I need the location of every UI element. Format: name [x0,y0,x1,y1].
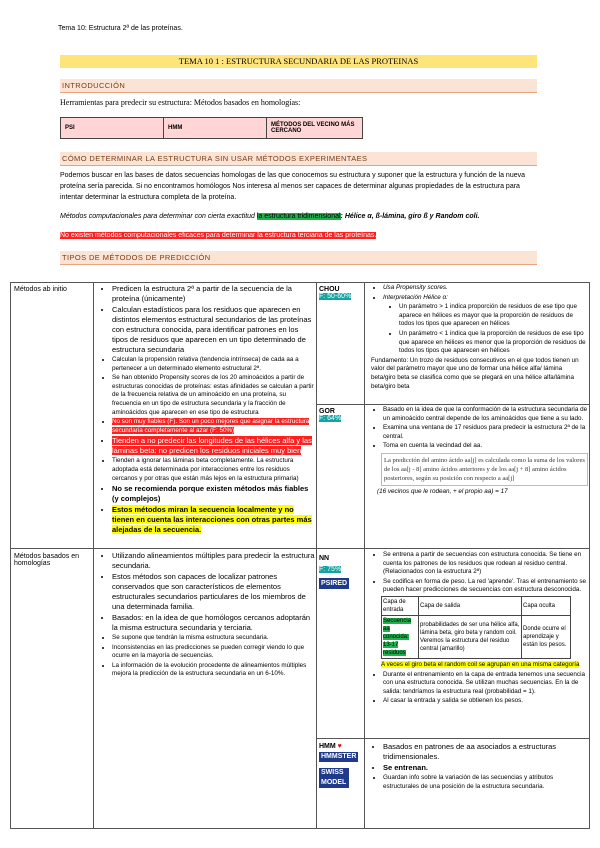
bullet: • No se recomienda porque existen métodos más fiables (y complejos) [112,484,315,504]
section-heading-intro: INTRODUCCIÓN [60,79,537,93]
hmm-label: HMM ♥ HMMSTER SWISS MODEL [319,743,357,786]
bullet: • Guardan info sobre la variación de las secuencias y atributos estructurales de una posición de la estructura secundaria. [383,774,588,791]
nn-head-output: Capa de salida [419,596,522,615]
bullet: • Estos métodos son capaces de localizar patrones conservados que son característicos de elementos estructurales secundarios particulares de los miembros de una determinada familia. [112,572,315,612]
bullet: • Utilizando alineamientos múltiples para predecir la estructura secundaria. [112,551,315,571]
gor-f-badge: F: 64% [319,415,342,422]
hmm-bullets [365,742,588,792]
bullet: • Examina una ventana de 17 residuos para predecir la estructura 2ª de la central. [383,424,588,441]
swiss-model-tag: SWISS MODEL [319,768,349,788]
bullet: • La información de la evolución procedente de alineamientos múltiples mejora la predicción de la estructura secundaria en un 6-10%. [112,662,315,679]
nn-cell-input: Secuencia aa conocida: 13-17 residuos [382,615,419,658]
bullet: • Basados en patrones de aa asociados a estructuras tridimensionales. [383,742,588,762]
paragraph-computational-c: : Hélice α, ß-lámina, giro ß y Random coli. [340,213,480,220]
nn-bullets [365,551,588,707]
bullet: • Se supone que tendrán la misma estructura secundaria. [112,634,315,643]
bullet: • Tienden a no predecir las longitudes de las hélices alfa y las láminas beta: no predicen los residuos iniciales muy bien [112,436,315,456]
nn-side-note: A veces el giro beta el random coil se agrupan en una misma categoría [381,660,580,668]
row-label-homology: Métodos basados en homologías [14,553,79,567]
row-label-ab-initio: Métodos ab initio [14,286,67,293]
document-title: TEMA 10 1 : ESTRUCTURA SECUNDARIA DE LAS PROTEINAS [60,55,537,68]
nn-layers-table [381,596,571,659]
bullet: • No son muy fiables (F). Son un poco mejores que asignar la estructura secundaria completamente al azar (F: 50%) [112,418,315,435]
hmmster-tag: HMMSTER [321,753,357,760]
section-heading-no-experimental: CÓMO DETERMINAR LA ESTRUCTURA SIN USAR MÉTODOS EXPERIMENTAES [60,152,537,166]
bullet: • Durante el entrenamiento en la capa de entrada tenemos una secuencia con una estructura conocida. Se utilizan muchas secuencias. En la de salida: tendríamos la estructura real (probabilidad = 1). [383,671,588,697]
bullet: • Inconsistencias en las predicciones se pueden corregir viendo lo que ocurre en la mayoría de secuencias. [112,644,315,661]
cell-psi: PSI [61,118,164,139]
sub-bullet: • Un parámetro < 1 indica que la proporción de residuos de ese tipo que aparece en hélices es menor que la proporción de residuos de todos los tipos que aparecen en hélices [399,330,588,356]
bullet: • Basado en la idea de que la conformación de la estructura secundaria de un aminoácido central depende de los aminoácidos que tiene a su lado. [383,406,588,423]
gor-label: GOR F: 64% [319,408,342,422]
highlight-3d: la estructura tridimensional [256,213,341,220]
homology-bullets [94,551,315,680]
chou-label: CHOU F: 50-60% [319,286,352,300]
paragraph-homologs: Podemos buscar en las bases de datos secuencias homologas de las que conocemos su estructura y suponer que la estructura y función de la nueva proteína sería parecida. Si no encontramos homólogos Nos interesa al menos ser capaces de determinar algunas propiedades de la estructura para intentar determinar la estructura completa de la proteína. [60,172,526,201]
chou-f-badge: F: 50-60% [319,293,352,300]
sub-bullet: • Un parámetro > 1 indica proporción de residuos de ese tipo que aparece en hélices es mayor que la proporción de residuos de todos los tipos que aparecen en hélices [399,303,588,329]
nn-label: NN F: 75% PSIRED [319,555,348,587]
nn-cell-output: probabilidades de ser una hélice alfa, lámina beta, giro beta y random coil. Veremos la estructura del residuo central (amarillo) [419,615,522,658]
bullet: • Calculan la propensión relativa (tendencia intrínseca) de cada aa a pertenecer a un determinado elemento estructural 2ª. [112,356,315,373]
bullet: • Se entrenan. [383,763,588,773]
gor-bullets [365,406,588,497]
homology-methods-table [60,117,363,139]
bullet: • Al casar la entrada y salida se obtienen los pesos. [383,697,588,706]
intro-line: Herramientas para predecir su estructura: Métodos basados en homologías: [60,98,301,107]
bullet: • Basados: en la idea de que homólogos cercanos adoptarán la misma estructura secundaria y terciaria. [112,613,315,633]
bullet: • Usa Propensity scores. [383,284,588,293]
bullet: • Estos métodos miran la secuencia localmente y no tienen en cuenta las interacciones con otras partes más alejadas de la secuencia. [112,505,315,535]
gor-quote: La predicción del amino ácido aa[j] es calculada como la suma de los valores de los aa[j - 8] amino ácidos anteriores y de los aa[j + 8] amino ácidos posteriores, según su posición con respecto a aa[j] [381,453,588,486]
gor-note: (16 vecinos que le rodean, + el propio aa) = 17 [377,487,508,495]
ab-initio-bullets [94,284,315,536]
bullet: • Se codifica en forma de peso. La red 'aprende'. Tras el entrenamiento se pueden hacer predicciones de secuencias con estructura desconocida. [383,578,588,595]
bullet: • Se han obtenido Propensity scores de los 20 aminoácidos a partir de estructuras conocidas de proteínas: estas afinidades se calculan a partir de la frecuencia relativa de un aminoácido en una proteína, su frecuencia en un tipo de estructura secundaria y la fracción de aminoácidos que aparecen en ese tipo de estructura [112,374,315,417]
section-heading-methods: TIPOS DE MÉTODOS DE PREDICCIÓN [60,251,537,265]
no-tertiary-text: No existen métodos computacionales eficaces para determinar la estructura terciaria de las proteínas. [60,232,377,239]
paragraph-no-tertiary [60,231,376,241]
bullet: • Se entrena a partir de secuencias con estructura conocida. Se tiene en cuenta los patrones de los residuos que rodean al residuo central. (Relacionados con la estructura 2ª) [383,551,588,577]
nn-cell-hidden: Donde ocurre el aprendizaje y están los pesos. [522,615,571,658]
bullet: • Predicen la estructura 2ª a partir de la secuencia de la proteína (únicamente) [112,284,315,304]
bullet: • Tienden a ignorar las láminas beta completamente. La estructura adoptada está determinada por interacciones entre los residuos cercanos y por otras que están más lejos en la estructura primaria) [112,457,315,483]
page-header: Tema 10: Estructura 2ª de las proteínas. [58,25,183,32]
cell-hmm: HMM [164,118,267,139]
paragraph-computational-a: Métodos computacionales para determinar con cierta exactitud [60,213,257,220]
bullet: • Calculan estadísticos para los residuos que aparecen en distintos elementos estructural secundarios de las proteínas con estructura conocida, para identificar patrones en los tipos de residuos que aparecen en un tipo determinado de estructura secundaria [112,305,315,355]
chou-bullets [365,284,588,391]
bullet: • Interpretación Hélice α: [383,294,588,303]
cell-vecino: MÉTODOS DEL VECINO MÁS CERCANO [267,118,363,139]
bullet: • Toma en cuenta la vecindad del aa. [383,442,588,451]
nn-f-badge: F: 75% [319,566,342,573]
nn-head-input: Capa de entrada [382,596,419,615]
paragraph-computational [60,212,538,222]
nn-head-hidden: Capa oculta [522,596,571,615]
psired-tag: PSIRED [321,580,348,587]
chou-fundamento: Fundamento: Un trozo de residuos consecutivos en el que todos tienen un valor del parámetro mayor que uno de formar una hélice alfa/ lámina beta/giro beta se clasifica como que se plegará en una hélice alfa/lámina beta/giro beta [371,356,579,390]
